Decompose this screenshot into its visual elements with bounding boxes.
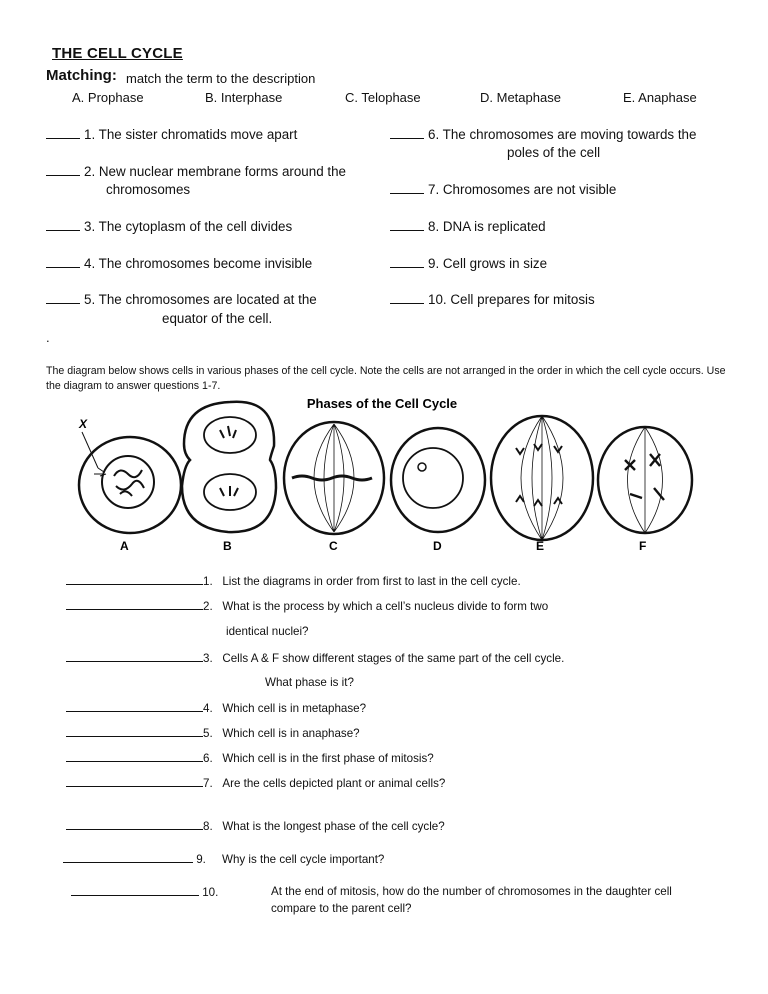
worksheet-title: THE CELL CYCLE — [52, 45, 183, 62]
cell-a — [79, 437, 181, 533]
question-8: 8. What is the longest phase of the cell cycle? — [66, 819, 445, 833]
answer-line[interactable] — [66, 819, 203, 830]
answer-blank[interactable] — [46, 219, 80, 231]
answer-blank[interactable] — [390, 219, 424, 231]
cell-label-e: E — [536, 539, 545, 553]
answer-line[interactable] — [66, 751, 203, 762]
option-c: C. Telophase — [345, 90, 421, 105]
match-item-3: 3. The cytoplasm of the cell divides — [46, 219, 292, 234]
question-2: 2. What is the process by which a cell’s nucleus divide to form two — [66, 599, 548, 613]
question-10: 10. — [71, 885, 218, 899]
option-e: E. Anaphase — [623, 90, 697, 105]
match-item-2: 2. New nuclear membrane forms around the — [46, 164, 346, 179]
cell-label-d: D — [433, 539, 442, 553]
question-10-text: At the end of mitosis, how do the number of chromosomes in the daughter cell — [271, 885, 672, 898]
cell-d — [391, 428, 485, 532]
question-5: 5. Which cell is in anaphase? — [66, 726, 360, 740]
answer-blank[interactable] — [390, 182, 424, 194]
match-item-8: 8. DNA is replicated — [390, 219, 546, 234]
answer-line[interactable] — [66, 651, 203, 662]
matching-instruction: match the term to the description — [126, 71, 316, 86]
cell-cycle-diagram — [70, 390, 700, 555]
question-4: 4. Which cell is in metaphase? — [66, 701, 366, 715]
option-b: B. Interphase — [205, 90, 283, 105]
option-a: A. Prophase — [72, 90, 144, 105]
answer-blank[interactable] — [390, 292, 424, 304]
cell-label-a: A — [120, 539, 129, 553]
match-item-6-cont: poles of the cell — [507, 145, 601, 160]
question-7: 7. Are the cells depicted plant or animal cells? — [66, 776, 445, 790]
cell-b — [182, 402, 276, 532]
cell-e — [491, 416, 593, 540]
answer-line[interactable] — [66, 726, 203, 737]
stray-dot: . — [46, 330, 50, 345]
answer-line[interactable] — [66, 599, 203, 610]
match-item-6: 6. The chromosomes are moving towards the — [390, 127, 696, 142]
diagram-intro: The diagram below shows cells in various phases of the cell cycle. Note the cells are not arranged in the order in which the cell cycle occurs. Use the diagram to answer questions 1-7. — [46, 365, 726, 392]
answer-line[interactable] — [66, 574, 203, 585]
match-item-7: 7. Chromosomes are not visible — [390, 182, 616, 197]
match-item-5: 5. The chromosomes are located at the — [46, 292, 317, 307]
question-9: 9. Why is the cell cycle important? — [63, 852, 384, 866]
option-d: D. Metaphase — [480, 90, 561, 105]
answer-blank[interactable] — [46, 164, 80, 176]
match-item-9: 9. Cell grows in size — [390, 256, 547, 271]
question-6: 6. Which cell is in the first phase of mitosis? — [66, 751, 434, 765]
question-3: 3. Cells A & F show different stages of the same part of the cell cycle. — [66, 651, 564, 665]
cell-label-b: B — [223, 539, 232, 553]
diagram-title: Phases of the Cell Cycle — [306, 396, 458, 411]
answer-line[interactable] — [63, 852, 193, 863]
answer-blank[interactable] — [390, 127, 424, 139]
match-item-10: 10. Cell prepares for mitosis — [390, 292, 595, 307]
cell-label-c: C — [329, 539, 338, 553]
answer-line[interactable] — [66, 776, 203, 787]
question-10-cont: compare to the parent cell? — [271, 902, 412, 915]
answer-blank[interactable] — [46, 256, 80, 268]
cell-label-f: F — [639, 539, 647, 553]
cell-c — [284, 422, 384, 534]
answer-blank[interactable] — [390, 256, 424, 268]
match-item-5-cont: equator of the cell. — [162, 311, 273, 326]
question-2-cont: identical nuclei? — [226, 625, 309, 638]
match-item-2-cont: chromosomes — [106, 182, 191, 197]
answer-blank[interactable] — [46, 127, 80, 139]
answer-blank[interactable] — [46, 292, 80, 304]
question-3-cont: What phase is it? — [265, 676, 354, 689]
matching-heading: Matching: — [46, 67, 117, 84]
cell-f — [598, 427, 692, 533]
question-1: 1. List the diagrams in order from first to last in the cell cycle. — [66, 574, 521, 588]
match-item-4: 4. The chromosomes become invisible — [46, 256, 312, 271]
answer-line[interactable] — [71, 885, 199, 896]
match-item-1: 1. The sister chromatids move apart — [46, 127, 297, 142]
pointer-label: X — [79, 417, 88, 431]
answer-line[interactable] — [66, 701, 203, 712]
